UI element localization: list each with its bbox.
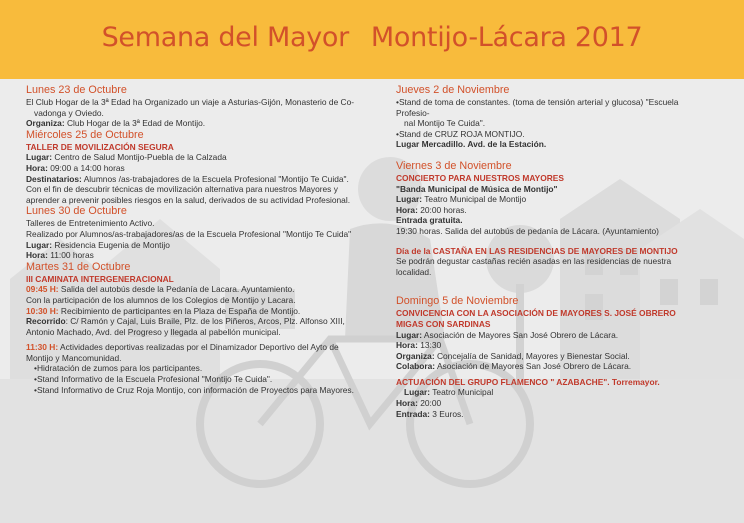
bullet-item: • Stand Informativo de la Escuela Profesional "Montijo Te Cuida". (26, 374, 366, 385)
event-viernes-3 (396, 160, 696, 237)
entry-line: Entrada gratuita. (396, 215, 463, 226)
value: Centro de Salud Montijo-Puebla de la Calzada (52, 152, 227, 163)
event-domingo-5 (396, 295, 696, 419)
day-heading: Jueves 2 de Noviembre (396, 84, 510, 96)
text-line: vadonga y Oviedo. (34, 107, 104, 118)
value: Club Hogar de la 3ª Edad de Montijo. (64, 118, 206, 129)
text-line: Se podrán degustar castañas recién asadas en las residencias de nuestra localidad. (396, 256, 672, 277)
left-column (26, 84, 366, 395)
label: Entrada: (396, 408, 430, 419)
title-part-1: Semana del Mayor (101, 22, 349, 53)
value: : C/ Ramón y Cajal, Luis Braile, Plz. de los Piñeros, Arcos, Plz. Alfonso XIII, (65, 316, 345, 327)
bullet-item: • Stand de CRUZ ROJA MONTIJO. (396, 129, 696, 140)
text-line: 19:30 horas. Salida del autobús de pedanía de Lácara. (Ayuntamiento) (396, 225, 659, 236)
label: Hora: (396, 398, 418, 409)
text-line: Con la participación de los alumnos de los Colegios de Montijo y Lacara. (26, 294, 296, 305)
value: Teatro Municipal de Montijo (422, 194, 527, 205)
event-title: CONCIERTO PARA NUESTROS MAYORES (396, 172, 564, 183)
value: Residencia Eugenia de Montijo (52, 239, 170, 250)
label: Recorrido (26, 316, 66, 327)
bullet-item: • Stand Informativo de Cruz Roja Montijo, con información de Proyectos para Mayores. (26, 385, 366, 396)
value: Asociación de Mayores San José Obrero de Lácara. (435, 361, 632, 372)
label: Colabora: (396, 361, 436, 372)
label: Lugar: (404, 387, 431, 398)
text-line: aprender a prevenir posibles riesgos en la salud, derivados de su actividad Profesional. (26, 194, 351, 205)
text-line: Con el fin de descubrir técnicas de movilización alternativa para nuestros Mayores y (26, 184, 338, 195)
time-label: 09:45 H: (26, 284, 59, 295)
text-line: Antonio Machado, Avd. del Progreso y llegada al pabellón municipal. (26, 326, 281, 337)
event-lunes-30 (26, 205, 366, 260)
event-subtitle: MIGAS CON SARDINAS (396, 318, 491, 329)
value: Asociación de Mayores San José Obrero de Lácara. (422, 329, 619, 340)
label: Hora: (396, 340, 418, 351)
day-heading: Miércoles 25 de Octubre (26, 128, 144, 141)
label: Organiza: (396, 350, 435, 361)
day-heading: Domingo 5 de Noviembre (396, 295, 519, 308)
value: 20:00 horas. (417, 204, 467, 215)
value: 20:00 (417, 398, 442, 409)
value: Salida del autobús desde la Pedanía de Lacara. Ayuntamiento. (58, 284, 295, 295)
value: Alumnos /as-trabajadores de la Escuela Profesional "Montijo Te Cuida". (81, 173, 349, 184)
event-castana (396, 246, 696, 278)
text-line: Montijo y Mancomunidad. (26, 352, 122, 363)
value: Actividades deportivas realizadas por el Dinamizador Deportivo del Ayto de (58, 342, 339, 353)
event-title: CONVICENCIA CON LA ASOCIACIÓN DE MAYORES S. JOSÉ OBRERO (396, 308, 676, 319)
label: Hora: (26, 162, 48, 173)
value: Concejalía de Sanidad, Mayores y Bienestar Social. (434, 350, 630, 361)
value: Recibimiento de participantes en la Plaza de España de Montijo. (58, 305, 301, 316)
time-label: 11:30 H: (26, 342, 59, 353)
value: Teatro Municipal (430, 387, 494, 398)
event-miercoles-25 (26, 129, 366, 206)
label: Organiza: (26, 118, 65, 129)
event-title: TALLER DE MOVILIZACIÓN SEGURA (26, 141, 174, 152)
day-heading: Viernes 3 de Noviembre (396, 159, 512, 172)
title-part-2: Montijo-Lácara 2017 (370, 22, 643, 53)
label: Lugar: (396, 194, 423, 205)
value: 13:30 (417, 340, 442, 351)
label: Hora: (26, 250, 48, 261)
day-heading: Martes 31 de Octubre (26, 260, 131, 273)
day-heading: Lunes 23 de Octubre (26, 84, 127, 96)
event-title: Día de la CASTAÑA EN LAS RESIDENCIAS DE MAYORES DE MONTIJO (396, 245, 678, 256)
event-title: ACTUACIÓN DEL GRUPO FLAMENCO " AZABACHE". Torremayor. (396, 376, 660, 387)
day-heading: Lunes 30 de Octubre (26, 205, 127, 218)
time-label: 10:30 H: (26, 305, 59, 316)
label: Hora: (396, 204, 418, 215)
label: Lugar: (26, 152, 53, 163)
text-line: Realizado por Alumnos/as-trabajadores/as de la Escuela Profesional "Montijo Te Cuida" (26, 228, 352, 239)
event-martes-31 (26, 261, 366, 396)
text-line: Talleres de Entretenimiento Activo. (26, 218, 155, 229)
value: 11:00 horas (47, 250, 94, 261)
label: Lugar: (396, 329, 423, 340)
header-band (0, 0, 744, 79)
text-line: nal Montijo Te Cuida". (404, 118, 486, 129)
event-lunes-23 (26, 84, 366, 129)
label: Lugar: (26, 239, 53, 250)
location-line: Lugar Mercadillo. Avd. de la Estación. (396, 139, 547, 150)
text-line: El Club Hogar de la 3ª Edad ha Organizado un viaje a Asturias-Gijón, Monasterio de Co- (26, 97, 355, 107)
value: 09:00 a 14:00 horas (47, 162, 125, 173)
page-title (0, 22, 744, 53)
label: Destinatarios: (26, 173, 82, 184)
bullet-item: • Stand de toma de constantes. (toma de tensión arterial y glucosa) "Escuela Profesio- (396, 97, 696, 118)
right-column (396, 84, 696, 419)
event-jueves-2 (396, 84, 696, 150)
band-name: "Banda Municipal de Música de Montijo" (396, 183, 558, 194)
event-title: III CAMINATA INTERGENERACIONAL (26, 273, 174, 284)
value: 3 Euros. (429, 408, 464, 419)
bullet-item: • Hidratación de zumos para los participantes. (26, 363, 366, 374)
